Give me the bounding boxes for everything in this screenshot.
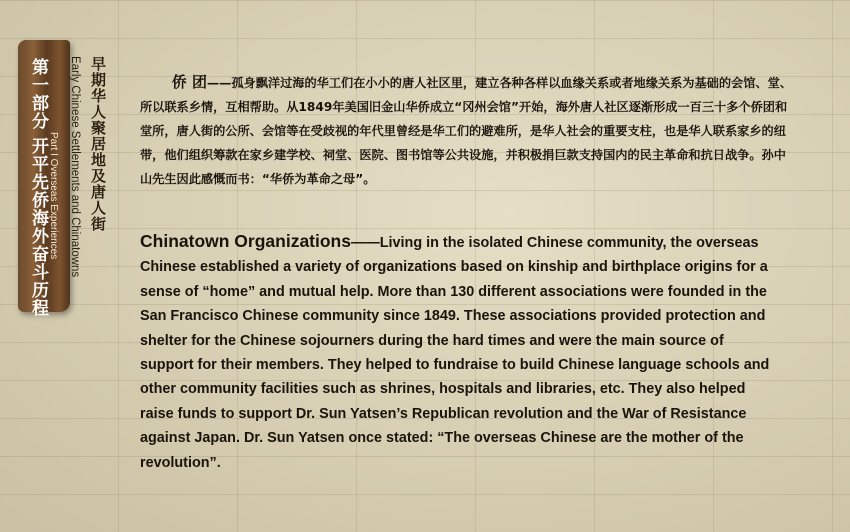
chinese-paragraph <box>140 70 795 191</box>
chinese-body: ——孤身飘洋过海的华工们在小小的唐人社区里，建立各种各样以血缘关系或者地缘关系为基础的会馆、堂、所以联系乡情，互相帮助。从1849年美国旧金山华侨成立“冈州会馆”开始，海外唐人社区逐渐形成一百三十多个侨团和堂所，唐人街的公所、会馆等在受歧视的年代里曾经是华工们的避难所，是华人社会的重要支柱，也是华人联系家乡的纽带，他们组织筹款在家乡建学校、祠堂、医院、图书馆等公共设施，并积极捐巨款支持国内的民主革命和抗日战争。孙中山先生因此感慨而书：“华侨为革命之母”。 <box>140 76 792 186</box>
section-title-chinese: 早期华人聚居地及唐人街 <box>89 56 107 232</box>
english-heading: Chinatown Organizations <box>140 231 351 251</box>
part-title-chinese: 第一部分 开平先侨海外奋斗历程 <box>28 58 48 317</box>
english-paragraph <box>140 229 780 475</box>
chinese-heading: 侨 团 <box>171 73 207 91</box>
part-title-english: Part I Overseas Experiences <box>48 132 59 260</box>
english-body: ——Living in the isolated Chinese community, the overseas Chinese established a variety of organizations based on kinship and birthplace origins for a sense of “home” and mutual help. More than 130 different associations were founded in the San Francisco Chinese community since 1849. These associations provided protection and shelter for the Chinese sojourners during the hard times and were the main source of support for their members. They helped to fundraise to build Chinese language schools and other community facilities such as shrines, hospitals and libraries, etc. They also helped raise funds to support Dr. Sun Yatsen’s Republican revolution and the War of Resistance against Japan. Dr. Sun Yatsen once stated: “The overseas Chinese are the mother of the revolution”. <box>140 235 770 471</box>
section-title-english: Early Chinese Settlements and Chinatowns <box>69 56 81 278</box>
